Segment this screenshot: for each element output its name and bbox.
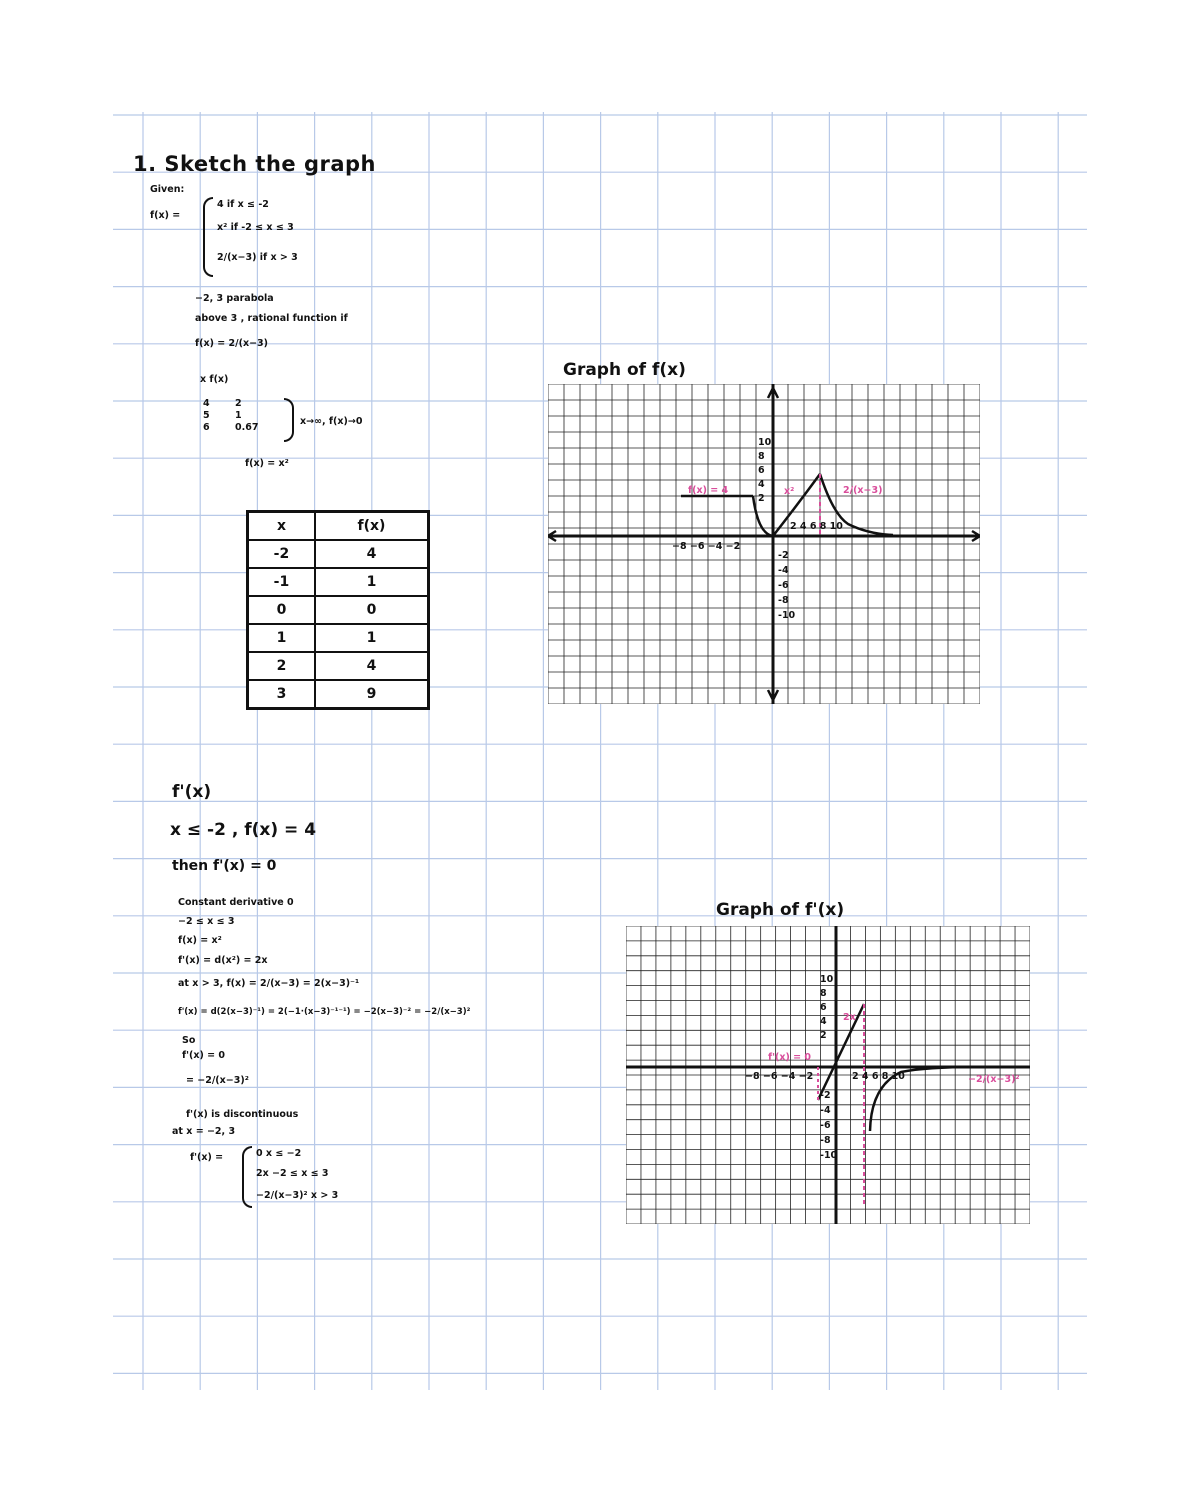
graph1 <box>548 384 980 704</box>
limit-brace <box>284 398 294 442</box>
fprime-piece-lhs: f'(x) = <box>190 1152 224 1163</box>
y-tick: 6 <box>758 465 765 476</box>
y-tick: -4 <box>820 1105 831 1116</box>
fprime-note-1: Constant derivative 0 <box>178 897 294 908</box>
fprime-note-5: at x > 3, f(x) = 2/(x−3) = 2(x−3)⁻¹ <box>178 978 360 989</box>
table-cell: 1 <box>315 624 429 652</box>
note-parabola: −2, 3 parabola <box>195 293 274 304</box>
fprime-note-4: f'(x) = d(x²) = 2x <box>178 955 268 966</box>
graph1-label-const: f(x) = 4 <box>688 485 729 496</box>
table-row <box>248 624 429 652</box>
fprime-note-2: −2 ≤ x ≤ 3 <box>178 916 235 927</box>
graph2-label-rational: −2/(x−3)² <box>968 1074 1020 1085</box>
f-def-piece-3: 2/(x−3) if x > 3 <box>217 252 298 263</box>
graph2-label-2x: 2x <box>843 1012 856 1023</box>
f-def-piece-2: x² if -2 ≤ x ≤ 3 <box>217 222 294 233</box>
note-fx-squared: f(x) = x² <box>245 458 289 469</box>
graph1-label-rational: 2/(x−3) <box>843 485 883 496</box>
f-def-lhs: f(x) = <box>150 210 181 221</box>
graph1-y-ticks-neg <box>778 548 795 623</box>
fprime-note-8: f'(x) = 0 <box>182 1050 226 1061</box>
piecewise-brace <box>203 197 213 277</box>
y-tick: -8 <box>778 595 789 606</box>
note-f-value: 2 <box>235 398 242 409</box>
y-tick: -2 <box>820 1090 831 1101</box>
fprime-brace <box>242 1146 252 1208</box>
fprime-heading: f'(x) <box>172 782 212 802</box>
table-row <box>248 652 429 680</box>
y-tick: 2 <box>820 1030 827 1041</box>
fprime-note-9: = −2/(x−3)² <box>186 1075 249 1086</box>
note-x-value: 4 <box>203 398 210 409</box>
graph2-y-ticks-pos <box>820 973 833 1043</box>
fprime-case-1: x ≤ -2 , f(x) = 4 <box>170 820 317 840</box>
table-cell: -2 <box>248 540 315 568</box>
y-tick: -2 <box>778 550 789 561</box>
table-cell: 9 <box>315 680 429 709</box>
table-cell: 3 <box>248 680 315 709</box>
table-header-fx: f(x) <box>315 512 429 541</box>
y-tick: -6 <box>778 580 789 591</box>
fprime-note-7: So <box>182 1035 196 1046</box>
f-def-piece-1: 4 if x ≤ -2 <box>217 199 269 210</box>
note-rational-formula: f(x) = 2/(x−3) <box>195 338 268 349</box>
table-header-row <box>248 512 429 541</box>
y-tick: -4 <box>778 565 789 576</box>
table-cell: 1 <box>315 568 429 596</box>
graph1-x-ticks-neg: −8 −6 −4 −2 <box>672 541 741 552</box>
y-tick: 10 <box>820 974 834 985</box>
table-cell: 0 <box>248 596 315 624</box>
fprime-piece-1: 0 x ≤ −2 <box>256 1148 302 1159</box>
note-x-values <box>203 398 210 434</box>
graph2-x-ticks-neg: −8 −6 −4 −2 <box>745 1071 814 1082</box>
y-tick: -6 <box>820 1120 831 1131</box>
y-tick: 4 <box>758 479 765 490</box>
fprime-piece-2: 2x −2 ≤ x ≤ 3 <box>256 1168 329 1179</box>
note-xf-header: x f(x) <box>200 374 229 385</box>
y-tick: 2 <box>758 493 765 504</box>
note-x-value: 5 <box>203 410 210 421</box>
y-tick: 10 <box>758 437 772 448</box>
fprime-note-6: f'(x) = d(2(x−3)⁻¹) = 2(−1·(x−3)⁻¹⁻¹) = −2(x−3)⁻² = −2/(x−3)² <box>178 1007 471 1017</box>
fprime-note-3: f(x) = x² <box>178 935 222 946</box>
table-cell: -1 <box>248 568 315 596</box>
graph2-y-ticks-neg <box>820 1088 837 1163</box>
table-cell: 1 <box>248 624 315 652</box>
table-row <box>248 596 429 624</box>
graph1-y-ticks-pos <box>758 436 771 506</box>
given-label: Given: <box>150 184 185 195</box>
note-f-values <box>235 398 258 434</box>
table-cell: 0 <box>315 596 429 624</box>
note-f-value: 0.67 <box>235 422 259 433</box>
table-cell: 4 <box>315 652 429 680</box>
graph2-title: Graph of f'(x) <box>716 900 845 920</box>
fprime-piece-3: −2/(x−3)² x > 3 <box>256 1190 339 1201</box>
y-tick: 8 <box>758 451 765 462</box>
table-header-x: x <box>248 512 315 541</box>
note-x-value: 6 <box>203 422 210 433</box>
note-limit: x→∞, f(x)→0 <box>300 416 363 427</box>
values-table <box>246 510 430 710</box>
graph1-canvas <box>548 384 980 704</box>
y-tick: 6 <box>820 1002 827 1013</box>
table-cell: 2 <box>248 652 315 680</box>
y-tick: 4 <box>820 1016 827 1027</box>
y-tick: -8 <box>820 1135 831 1146</box>
note-rational: above 3 , rational function if <box>195 313 348 324</box>
y-tick: -10 <box>820 1150 838 1161</box>
table-row <box>248 540 429 568</box>
y-tick: -10 <box>778 610 796 621</box>
page-heading: 1. Sketch the graph <box>133 152 377 176</box>
graph1-title: Graph of f(x) <box>563 360 686 380</box>
graph1-x-ticks-pos: 2 4 6 8 10 <box>790 521 843 532</box>
graph1-label-x2: x² <box>784 486 795 497</box>
table-row <box>248 568 429 596</box>
table-cell: 4 <box>315 540 429 568</box>
table-row <box>248 680 429 709</box>
note-f-value: 1 <box>235 410 242 421</box>
graph2-label-zero: f'(x) = 0 <box>768 1052 812 1063</box>
fprime-note-10: f'(x) is discontinuous <box>186 1109 299 1120</box>
y-tick: 8 <box>820 988 827 999</box>
fprime-case-1b: then f'(x) = 0 <box>172 858 277 874</box>
fprime-note-11: at x = −2, 3 <box>172 1126 236 1137</box>
graph2-x-ticks-pos: 2 4 6 8 10 <box>852 1071 905 1082</box>
